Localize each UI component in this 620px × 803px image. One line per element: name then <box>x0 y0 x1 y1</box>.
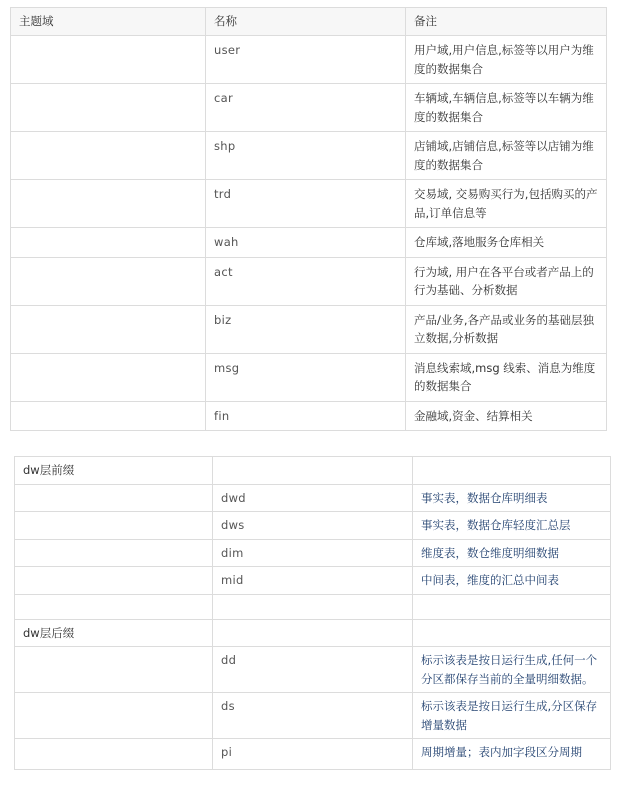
domain-cell <box>11 305 206 353</box>
domain-cell <box>11 180 206 228</box>
section-row-suffix <box>15 619 611 647</box>
domain-cell <box>11 228 206 258</box>
note-cell: 周期增量；表内加字段区分周期 <box>413 739 611 770</box>
table-row <box>11 353 607 401</box>
name-cell: dwd <box>213 484 413 512</box>
note-cell: 产品/业务,各产品或业务的基础层独立数据,分析数据 <box>406 305 607 353</box>
name-cell: shp <box>206 132 406 180</box>
domain-cell <box>11 36 206 84</box>
note-cell: 用户域,用户信息,标签等以用户为维度的数据集合 <box>406 36 607 84</box>
name-cell: dws <box>213 512 413 540</box>
header-note: 备注 <box>406 8 607 36</box>
header-subject-domain: 主题域 <box>11 8 206 36</box>
dw-prefix-label: dw层前缀 <box>15 457 213 485</box>
table-row <box>15 739 611 770</box>
note-cell: 标示该表是按日运行生成,分区保存增量数据 <box>413 693 611 739</box>
name-cell: msg <box>206 353 406 401</box>
note-cell: 交易域, 交易购买行为,包括购买的产品,订单信息等 <box>406 180 607 228</box>
dw-naming-table <box>14 456 611 770</box>
domain-cell <box>11 401 206 431</box>
name-cell: wah <box>206 228 406 258</box>
name-cell: act <box>206 257 406 305</box>
table-row <box>11 228 607 258</box>
name-cell: ds <box>213 693 413 739</box>
note-cell: 仓库域,落地服务仓库相关 <box>406 228 607 258</box>
name-cell: dd <box>213 647 413 693</box>
empty-row <box>15 594 611 619</box>
table-row <box>11 36 607 84</box>
note-cell: 事实表，数据仓库明细表 <box>413 484 611 512</box>
table-row <box>11 84 607 132</box>
name-cell: biz <box>206 305 406 353</box>
table-row <box>15 539 611 567</box>
dw-suffix-label: dw层后缀 <box>15 619 213 647</box>
name-cell: trd <box>206 180 406 228</box>
table-row <box>11 180 607 228</box>
name-cell: car <box>206 84 406 132</box>
name-cell: fin <box>206 401 406 431</box>
note-cell: 金融域,资金、结算相关 <box>406 401 607 431</box>
note-cell: 消息线索域,msg 线索、消息为维度的数据集合 <box>406 353 607 401</box>
note-cell: 店铺域,店铺信息,标签等以店铺为维度的数据集合 <box>406 132 607 180</box>
domain-cell <box>11 132 206 180</box>
table-row <box>15 567 611 595</box>
note-cell: 行为域, 用户在各平台或者产品上的行为基础、分析数据 <box>406 257 607 305</box>
note-cell: 车辆域,车辆信息,标签等以车辆为维度的数据集合 <box>406 84 607 132</box>
table-row <box>15 647 611 693</box>
table-row <box>11 132 607 180</box>
domain-cell <box>11 84 206 132</box>
note-cell: 维度表，数仓维度明细数据 <box>413 539 611 567</box>
name-cell: dim <box>213 539 413 567</box>
table-row <box>15 512 611 540</box>
name-cell: pi <box>213 739 413 770</box>
table-row <box>11 401 607 431</box>
domain-cell <box>11 353 206 401</box>
table-row <box>15 484 611 512</box>
note-cell: 标示该表是按日运行生成,任何一个分区都保存当前的全量明细数据。 <box>413 647 611 693</box>
subject-domain-table <box>10 7 607 431</box>
name-cell: mid <box>213 567 413 595</box>
header-name: 名称 <box>206 8 406 36</box>
section-row-prefix <box>15 457 611 485</box>
table-row <box>15 693 611 739</box>
note-cell: 中间表，维度的汇总中间表 <box>413 567 611 595</box>
table-header-row <box>11 8 607 36</box>
name-cell: user <box>206 36 406 84</box>
table-row <box>11 305 607 353</box>
note-cell: 事实表，数据仓库轻度汇总层 <box>413 512 611 540</box>
domain-cell <box>11 257 206 305</box>
table-row <box>11 257 607 305</box>
